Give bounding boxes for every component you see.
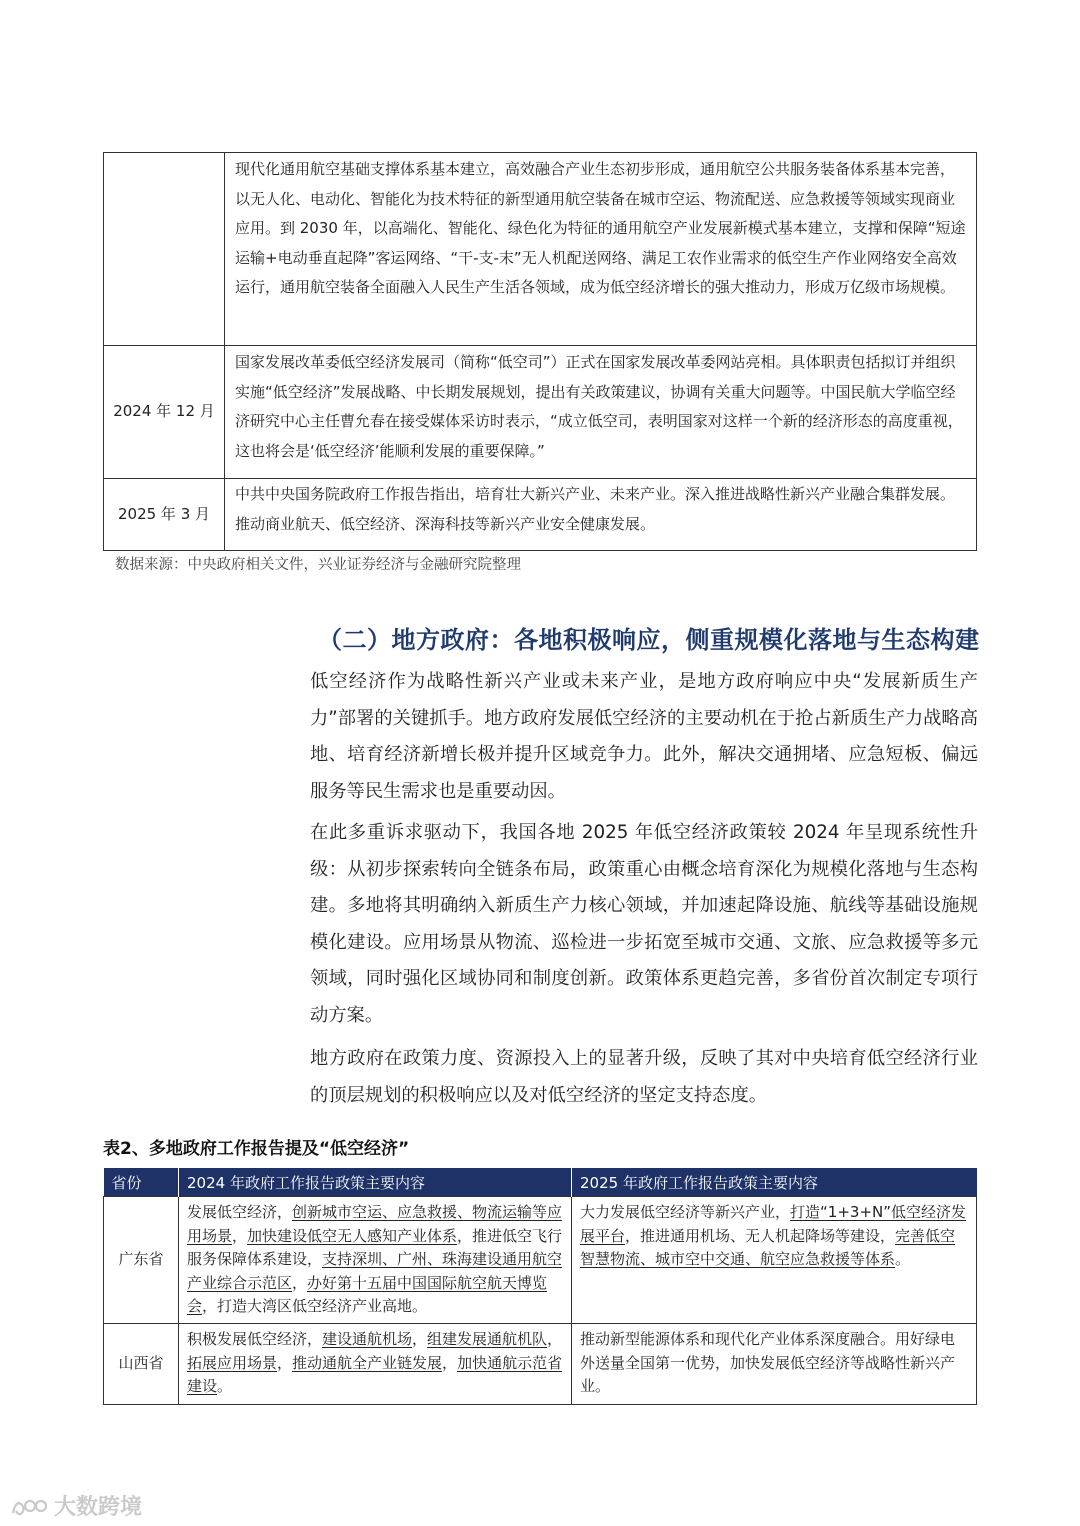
table-row bbox=[104, 479, 977, 551]
underlined-text: 组建发展通航机队 bbox=[427, 1330, 548, 1348]
policy-2025-cell bbox=[572, 1197, 977, 1324]
underlined-text: 创新城市空运、应急救援、物流运输等应用场景 bbox=[187, 1203, 563, 1245]
underlined-text: 打造“1+3+N”低空经济发展平台 bbox=[580, 1203, 967, 1245]
watermark-text: 大数跨境 bbox=[54, 1495, 143, 1520]
cell-text: ， bbox=[277, 1353, 293, 1372]
cell-text: ， bbox=[292, 1273, 308, 1292]
policy-2024-cell bbox=[179, 1197, 572, 1324]
policy-2024-cell bbox=[179, 1324, 572, 1405]
watermark bbox=[10, 1490, 142, 1521]
content-cell: 现代化通用航空基础支撑体系基本建立，高效融合产业生态初步形成，通用航空公共服务装备体系基本完善，以无人化、电动化、智能化为技术特征的新型通用航空装备在城市空运、物流配送、应急救援等领域实现商业应用。到 2030 年，以高端化、智能化、绿色化为特征的通用航空产业发展新模式基本建立，支撑和保障“短途运输+电动垂直起降”客运网络、“干-支-末”无人机配送网络、满足工农作业需求的低空生产作业网络安全高效运行，通用航空装备全面融入人民生产生活各领域，成为低空经济增长的强大推动力，形成万亿级市场规模。 bbox=[225, 153, 977, 346]
body-paragraph: 地方政府在政策力度、资源投入上的显著升级，反映了其对中央培育低空经济行业的顶层规划的积极响应以及对低空经济的坚定支持态度。 bbox=[310, 1048, 978, 1106]
table-row bbox=[104, 1197, 977, 1324]
body-paragraph: 低空经济作为战略性新兴产业或未来产业，是地方政府响应中央“发展新质生产力”部署的关键抓手。地方政府发展低空经济的主要动机在于抢占新质生产力战略高地、培育经济新增长极并提升区域竞争力。此外，解决交通拥堵、应急短板、偏远服务等民生需求也是重要动因。 bbox=[310, 671, 978, 802]
timeline-table bbox=[103, 152, 977, 551]
content-cell: 国家发展改革委低空经济发展司（简称“低空司”）正式在国家发展改革委网站亮相。具体职责包括拟订并组织实施“低空经济”发展战略、中长期发展规划，提出有关政策建议，协调有关重大问题等。中国民航大学临空经济研究中心主任曹允春在接受媒体采访时表示，“成立低空司，表明国家对这样一个新的经济形态的高度重视，这也将会是‘低空经济’能顺利发展的重要保障。” bbox=[225, 346, 977, 479]
policy-2025-cell bbox=[572, 1324, 977, 1405]
header-2025: 2025 年政府工作报告政策主要内容 bbox=[572, 1168, 977, 1197]
policy-table bbox=[103, 1168, 977, 1405]
underlined-text: 办好第十五届中国国际航空航天博览会 bbox=[187, 1273, 548, 1316]
underlined-text: 建设通航机场 bbox=[322, 1330, 413, 1348]
table-row bbox=[104, 1324, 977, 1405]
cell-text: ， bbox=[412, 1330, 428, 1348]
cell-text: ，推进通用机场、无人机起降场等建设， bbox=[625, 1226, 896, 1245]
header-province: 省份 bbox=[104, 1168, 179, 1197]
cell-text: ， bbox=[442, 1353, 458, 1372]
brand-logo-icon bbox=[10, 1495, 48, 1517]
table-caption: 表2、多地政府工作报告提及“低空经济” bbox=[103, 1139, 410, 1159]
cell-text: ， bbox=[547, 1330, 563, 1348]
province-cell: 广东省 bbox=[104, 1197, 179, 1324]
header-2024: 2024 年政府工作报告政策主要内容 bbox=[179, 1168, 572, 1197]
date-cell: 2024 年 12 月 bbox=[104, 346, 225, 479]
underlined-text: 推动通航全产业链发展 bbox=[292, 1353, 443, 1372]
underlined-text: 支持深圳、广州、珠海建设通用航空产业综合示范区 bbox=[187, 1250, 563, 1292]
underlined-text: 完善低空智慧物流、城市空中交通、航空应急救援等体系 bbox=[580, 1226, 956, 1269]
cell-text: 大力发展低空经济等新兴产业， bbox=[580, 1203, 791, 1221]
underlined-text: 拓展应用场景 bbox=[187, 1353, 278, 1372]
cell-text: ，推进低空飞行服务保障体系建设， bbox=[187, 1226, 563, 1269]
body-paragraph: 在此多重诉求驱动下，我国各地 2025 年低空经济政策较 2024 年呈现系统性升级：从初步探索转向全链条布局，政策重心由概念培育深化为规模化落地与生态构建。多地将其明确纳入新质生产力核心领域，并加速起降设施、航线等基础设施规模化建设。应用场景从物流、巡检进一步拓宽至城市交通、文旅、应急救援等多元领域，同时强化区域协同和制度创新。政策体系更趋完善，多省份首次制定专项行动方案。 bbox=[310, 822, 978, 1026]
cell-text: 。 bbox=[217, 1377, 233, 1396]
table-row bbox=[104, 346, 977, 479]
data-source-note: 数据来源：中央政府相关文件，兴业证券经济与金融研究院整理 bbox=[115, 557, 521, 573]
cell-text: 。 bbox=[895, 1250, 911, 1269]
province-cell: 山西省 bbox=[104, 1324, 179, 1405]
date-cell bbox=[104, 153, 225, 346]
cell-text: 发展低空经济， bbox=[187, 1203, 293, 1221]
section-heading: （二）地方政府：各地积极响应，侧重规模化落地与生态构建 bbox=[318, 626, 980, 654]
table-row bbox=[104, 153, 977, 346]
table-header-row bbox=[104, 1168, 977, 1197]
cell-text: ，打造大湾区低空经济产业高地。 bbox=[202, 1297, 428, 1316]
cell-text: ， bbox=[232, 1226, 248, 1245]
underlined-text: 加快建设低空无人感知产业体系 bbox=[247, 1226, 458, 1245]
underlined-text: 加快通航示范省建设 bbox=[187, 1353, 563, 1396]
content-cell: 中共中央国务院政府工作报告指出，培育壮大新兴产业、未来产业。深入推进战略性新兴产业融合集群发展。推动商业航天、低空经济、深海科技等新兴产业安全健康发展。 bbox=[225, 479, 977, 551]
cell-text: 积极发展低空经济， bbox=[187, 1330, 323, 1348]
cell-text: 推动新型能源体系和现代化产业体系深度融合。用好绿电外送量全国第一优势，加快发展低空经济等战略性新兴产业。 bbox=[580, 1330, 956, 1396]
date-cell: 2025 年 3 月 bbox=[104, 479, 225, 551]
